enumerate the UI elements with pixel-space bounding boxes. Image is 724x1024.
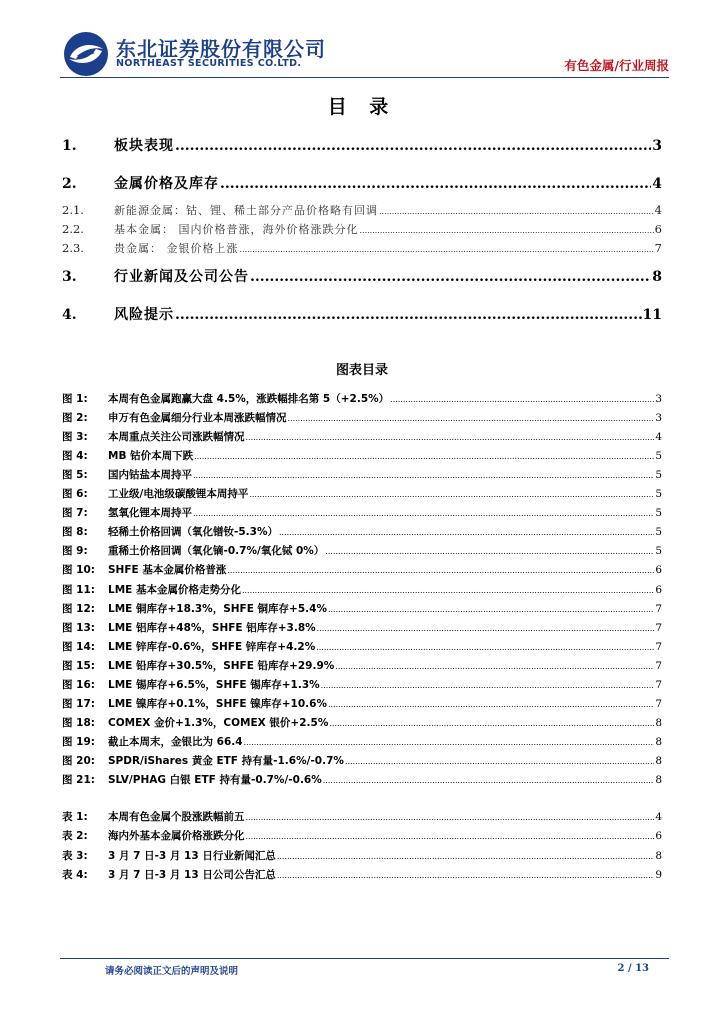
figure-list-item-page: 6 xyxy=(655,583,662,596)
dot-leader xyxy=(345,757,654,766)
dot-leader xyxy=(288,414,655,423)
figure-list-item[interactable] xyxy=(62,753,662,768)
figure-list-item-title: 截止本周末，金银比为 66.4 xyxy=(108,735,243,748)
table-list-item[interactable] xyxy=(62,809,662,824)
dot-leader xyxy=(227,566,654,575)
figure-list-item-page: 5 xyxy=(655,545,662,558)
figure-list-item-number: 图 13: xyxy=(62,621,95,634)
dot-leader xyxy=(328,605,654,614)
dot-leader xyxy=(175,138,651,154)
company-name-en: NORTHEAST SECURITIES CO.LTD. xyxy=(116,58,302,69)
table-list-item-number: 表 1: xyxy=(62,811,88,823)
figure-list-item-page: 7 xyxy=(655,602,662,615)
figure-list-item-page: 5 xyxy=(655,526,662,539)
figure-list-item[interactable] xyxy=(62,543,662,558)
figure-list-item-title: LME 基本金属价格走势分化 xyxy=(108,583,241,596)
figure-list-item-number: 图 6: xyxy=(62,488,88,501)
dot-leader xyxy=(246,433,655,442)
figure-list-item-title: COMEX 金价+1.3%，COMEX 银价+2.5% xyxy=(108,716,329,729)
figure-list-item-page: 5 xyxy=(655,507,662,520)
figure-list-item[interactable] xyxy=(62,601,662,616)
figure-list-item[interactable] xyxy=(62,467,662,482)
toc-entry-number: 1. xyxy=(62,138,77,154)
figure-list-item-page: 5 xyxy=(655,488,662,501)
table-list-item-title: 本周有色金属个股涨跌幅前五 xyxy=(108,811,245,823)
figure-list-title: 图表目录 xyxy=(335,363,388,378)
table-list-item[interactable] xyxy=(62,867,662,882)
figure-list-item[interactable] xyxy=(62,677,662,692)
toc-entry[interactable] xyxy=(62,173,662,193)
figure-list-item-page: 7 xyxy=(655,621,662,634)
figure-list-item-number: 图 10: xyxy=(62,564,95,577)
figure-list-item-page: 7 xyxy=(655,697,662,710)
figure-list-item-title: 本周重点关注公司涨跌幅情况 xyxy=(108,431,245,444)
table-list-item-number: 表 2: xyxy=(62,830,88,843)
figure-list-item[interactable] xyxy=(62,620,662,635)
figure-list-item-number: 图 14: xyxy=(62,640,95,653)
figure-list-item[interactable] xyxy=(62,734,662,749)
figure-list-item-title: 重稀土价格回调（氧化镝-0.7%/氧化铽 0%） xyxy=(108,545,325,558)
figure-list-item-title: LME 锡库存+6.5%，SHFE 锡库存+1.3% xyxy=(108,678,320,691)
dot-leader xyxy=(175,307,642,323)
dot-leader xyxy=(277,852,654,861)
toc-entry-number: 2. xyxy=(62,176,77,192)
toc-subentry[interactable] xyxy=(62,202,662,218)
toc-subentry[interactable] xyxy=(62,240,662,256)
dot-leader xyxy=(317,624,655,633)
figure-list-item-title: LME 镍库存+0.1%，SHFE 镍库存+10.6% xyxy=(108,697,327,710)
table-list-item[interactable] xyxy=(62,848,662,863)
toc-entry-page: 7 xyxy=(654,241,662,255)
toc-entry-page: 4 xyxy=(652,176,662,192)
report-type-label: 有色金属/行业周报 xyxy=(564,58,669,73)
figure-list-item-page: 5 xyxy=(655,469,662,482)
toc-entry-title: 基本金属： 国内价格普涨，海外价格涨跌分化 xyxy=(114,223,359,236)
figure-list-item-number: 图 21: xyxy=(62,774,95,786)
figure-list-item-number: 图 5: xyxy=(62,469,88,482)
table-list-item-title: 3 月 7 日-3 月 13 日公司公告汇总 xyxy=(108,868,276,881)
figure-list-item[interactable] xyxy=(62,715,662,730)
figure-list-item[interactable] xyxy=(62,524,662,539)
dot-leader xyxy=(390,395,654,404)
dot-leader xyxy=(277,871,654,880)
table-list-item[interactable] xyxy=(62,828,662,843)
company-logo xyxy=(62,30,110,78)
figure-list-item-number: 图 1: xyxy=(62,393,88,405)
header-divider xyxy=(60,77,669,78)
dot-leader xyxy=(246,813,655,822)
toc-entry-title: 风险提示 xyxy=(114,307,174,323)
dot-leader xyxy=(246,832,655,841)
table-list-item-page: 6 xyxy=(655,830,662,843)
figure-list-item-title: 国内钴盐本周持平 xyxy=(108,469,192,482)
figure-list-item-title: 轻稀土价格回调（氧化镨钕-5.3%） xyxy=(108,526,278,539)
toc-entry[interactable] xyxy=(62,266,662,286)
toc-entry-number: 3. xyxy=(62,269,77,285)
figure-list-item-number: 图 7: xyxy=(62,507,88,520)
toc-entry-number: 4. xyxy=(62,307,77,323)
figure-list-item-title: LME 铅库存+30.5%，SHFE 铅库存+29.9% xyxy=(108,659,335,672)
toc-entry-title: 贵金属： 金银价格上涨 xyxy=(114,242,239,255)
dot-leader xyxy=(193,471,654,480)
table-list-item-page: 8 xyxy=(655,849,662,862)
figure-list-item-title: LME 铜库存+18.3%，SHFE 铜库存+5.4% xyxy=(108,602,327,615)
dot-leader xyxy=(193,509,654,518)
page-number: 2 / 13 xyxy=(617,963,649,974)
dot-leader xyxy=(250,269,651,285)
figure-list-item-title: LME 锌库存-0.6%，SHFE 锌库存+4.2% xyxy=(108,640,316,653)
figure-list-item-title: 氢氧化锂本周持平 xyxy=(108,507,192,520)
toc-entry-number: 2.1. xyxy=(62,203,84,217)
dot-leader xyxy=(220,176,651,192)
toc-entry[interactable] xyxy=(62,135,662,155)
toc-entry-title: 板块表现 xyxy=(114,138,174,154)
toc-entry-page: 8 xyxy=(652,269,662,285)
toc-entry[interactable] xyxy=(62,304,662,324)
table-list-item-number: 表 3: xyxy=(62,849,88,862)
figure-list-item-page: 8 xyxy=(655,754,662,767)
toc-entry-number: 2.3. xyxy=(62,241,84,255)
figure-list-item[interactable] xyxy=(62,562,662,577)
table-list-item-number: 表 4: xyxy=(62,868,88,881)
figure-list-item-page: 5 xyxy=(655,450,662,463)
figure-list-item-number: 图 9: xyxy=(62,545,88,558)
table-list-item-page: 4 xyxy=(655,811,662,823)
figure-list-item-number: 图 20: xyxy=(62,754,95,767)
figure-list-item-page: 8 xyxy=(655,735,662,748)
dot-leader xyxy=(323,776,655,785)
toc-entry-title: 金属价格及库存 xyxy=(114,176,219,192)
toc-entry-number: 2.2. xyxy=(62,222,84,236)
table-list-item-title: 3 月 7 日-3 月 13 日行业新闻汇总 xyxy=(108,849,276,862)
figure-list-item-number: 图 11: xyxy=(62,583,95,596)
toc-entry-page: 3 xyxy=(652,138,662,154)
figure-list-item-number: 图 18: xyxy=(62,716,95,729)
figure-list-item[interactable] xyxy=(62,582,662,597)
figure-list-item[interactable] xyxy=(62,772,662,787)
figure-list-item-title: SHFE 基本金属价格普涨 xyxy=(108,564,227,577)
dot-leader xyxy=(316,643,654,652)
dot-leader xyxy=(249,490,654,499)
dot-leader xyxy=(242,586,654,595)
figure-list-item-title: 申万有色金属细分行业本周涨跌幅情况 xyxy=(108,412,287,425)
figure-list-item-page: 6 xyxy=(655,564,662,577)
figure-list-item-title: SLV/PHAG 白银 ETF 持有量-0.7%/-0.6% xyxy=(108,774,322,786)
table-list-item-page: 9 xyxy=(655,868,662,881)
figure-list-item-title: LME 铝库存+48%，SHFE 铝库存+3.8% xyxy=(108,621,316,634)
dot-leader xyxy=(244,738,655,747)
figure-list-item-page: 7 xyxy=(655,640,662,653)
toc-entry-page: 11 xyxy=(642,307,662,323)
figure-list-item-title: 工业级/电池级碳酸锂本周持平 xyxy=(108,488,249,501)
dot-leader xyxy=(194,452,654,461)
dot-leader xyxy=(329,719,654,728)
figure-list-item-number: 图 15: xyxy=(62,659,95,672)
figure-list-item[interactable] xyxy=(62,410,662,425)
dot-leader xyxy=(325,547,654,556)
dot-leader xyxy=(321,681,655,690)
figure-list-item[interactable] xyxy=(62,429,662,444)
dot-leader xyxy=(379,207,654,216)
dot-leader xyxy=(328,700,654,709)
dot-leader xyxy=(360,226,654,235)
figure-list-item-page: 8 xyxy=(655,774,662,786)
figure-list-item-number: 图 12: xyxy=(62,602,95,615)
company-name-cn: 东北证券股份有限公司 xyxy=(116,37,326,61)
dot-leader xyxy=(240,245,654,254)
figure-list-item-title: SPDR/iShares 黄金 ETF 持有量-1.6%/-0.7% xyxy=(108,754,344,767)
figure-list-item-number: 图 16: xyxy=(62,678,95,691)
figure-list-item-page: 4 xyxy=(655,431,662,444)
figure-list-item-page: 3 xyxy=(655,393,662,405)
dot-leader xyxy=(279,528,654,537)
figure-list-item-number: 图 19: xyxy=(62,735,95,748)
figure-list-item-number: 图 3: xyxy=(62,431,88,444)
footer-divider xyxy=(60,958,669,959)
figure-list-item[interactable] xyxy=(62,639,662,654)
figure-list-item-page: 7 xyxy=(655,659,662,672)
figure-list-item-number: 图 2: xyxy=(62,412,88,425)
figure-list-item[interactable] xyxy=(62,486,662,501)
figure-list-item[interactable] xyxy=(62,391,662,406)
toc-subentry[interactable] xyxy=(62,221,662,237)
toc-entry-page: 6 xyxy=(654,222,662,236)
figure-list-item[interactable] xyxy=(62,505,662,520)
figure-list-item-page: 3 xyxy=(655,412,662,425)
toc-entry-page: 4 xyxy=(654,203,662,217)
figure-list-item-title: 本周有色金属跑赢大盘 4.5%，涨跌幅排名第 5（+2.5%） xyxy=(108,393,390,405)
northeast-securities-logo-icon xyxy=(62,30,110,78)
footer-disclaimer: 请务必阅读正文后的声明及说明 xyxy=(105,966,239,977)
table-list-item-title: 海内外基本金属价格涨跌分化 xyxy=(108,830,245,843)
figure-list-item[interactable] xyxy=(62,448,662,463)
toc-entry-title: 行业新闻及公司公告 xyxy=(114,269,249,285)
figure-list-item-number: 图 17: xyxy=(62,697,95,710)
figure-list-item-number: 图 4: xyxy=(62,450,88,463)
toc-entry-title: 新能源金属：钴、锂、稀土部分产品价格略有回调 xyxy=(114,204,378,217)
figure-list-item-number: 图 8: xyxy=(62,526,88,539)
figure-list-item-page: 8 xyxy=(655,716,662,729)
figure-list-item-page: 7 xyxy=(655,678,662,691)
figure-list-item-title: MB 钴价本周下跌 xyxy=(108,450,194,463)
figure-list-item[interactable] xyxy=(62,696,662,711)
toc-title: 目 录 xyxy=(327,96,397,118)
figure-list-item[interactable] xyxy=(62,658,662,673)
dot-leader xyxy=(335,662,654,671)
